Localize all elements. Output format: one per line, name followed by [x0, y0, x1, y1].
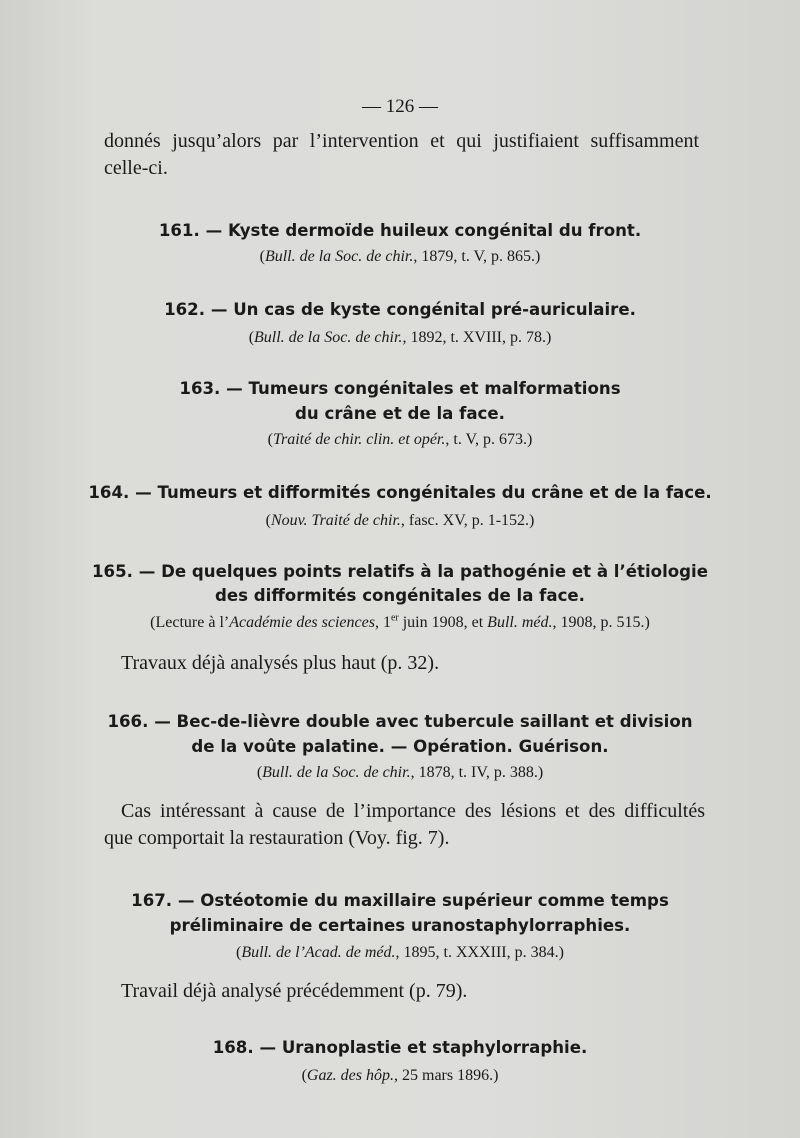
journal-title: Bull. de l’Acad. de méd. — [241, 944, 396, 961]
entry-number: 166. — [107, 712, 149, 731]
entry-164-title — [0, 481, 800, 504]
page-number: — 126 — — [362, 96, 438, 117]
entry-163-reference: (Traité de chir. clin. et opér., t. V, p. 673.) — [267, 431, 533, 448]
entry-number: 165. — [92, 562, 133, 581]
entry-number: 168. — [212, 1038, 254, 1057]
entry-title-line: — Un cas de kyste congénital pré-auriculaire. — [210, 300, 636, 319]
journal-title: Bull. de la Soc. de chir. — [262, 764, 411, 781]
entry-163-title — [0, 377, 800, 400]
intro-line-1: donnés jusqu’alors par l’intervention et qui justifiaient suffisamment — [104, 130, 699, 152]
entry-167-reference: (Bull. de l’Acad. de méd., 1895, t. XXXIII, p. 384.) — [236, 944, 564, 961]
entry-165-reference: (Lecture à l’Académie des sciences, 1er juin 1908, et Bull. méd., 1908, p. 515.) — [150, 612, 650, 631]
entry-161-title — [0, 219, 800, 242]
intro-line-2: celle-ci. — [104, 157, 168, 179]
entry-166-title — [0, 710, 800, 733]
journal-title: Bull. de la Soc. de chir. — [254, 329, 403, 346]
entry-165-title — [0, 560, 800, 583]
entry-166-reference: (Bull. de la Soc. de chir., 1878, t. IV, p. 388.) — [256, 764, 544, 781]
journal-title: Traité de chir. clin. et opér. — [272, 431, 446, 448]
entry-166-note-line-1: Cas intéressant à cause de l’importance des lésions et des difficultés — [121, 800, 705, 822]
entry-165-title-line-2: des difformités congénitales de la face. — [215, 586, 585, 605]
journal-title: Bull. de la Soc. de chir. — [264, 248, 414, 265]
journal-title: Nouv. Traité de chir. — [270, 512, 401, 529]
journal-title: Bull. méd. — [487, 614, 553, 631]
entry-162-reference: (Bull. de la Soc. de chir., 1892, t. XVIII, p. 78.) — [248, 329, 552, 346]
entry-163-title-line-2: du crâne et de la face. — [295, 404, 505, 423]
entry-number: 161. — [158, 221, 200, 240]
entry-168-title — [0, 1036, 800, 1059]
journal-title: Gaz. des hôp. — [306, 1067, 394, 1084]
entry-167-note: Travail déjà analysé précédemment (p. 79). — [121, 980, 468, 1002]
entry-167-title — [0, 889, 800, 912]
entry-161-reference: (Bull. de la Soc. de chir., 1879, t. V, p. 865.) — [259, 248, 541, 265]
entry-168-reference: (Gaz. des hôp., 25 mars 1896.) — [301, 1067, 499, 1084]
entry-166-note-line-2: que comportait la restauration (Voy. fig. 7). — [104, 827, 450, 849]
entry-title-line: — Bec-de-lièvre double avec tubercule saillant et division — [154, 712, 693, 731]
entry-167-title-line-2: préliminaire de certaines uranostaphylorraphies. — [169, 916, 631, 935]
entry-title-line: — Uranoplastie et staphylorraphie. — [259, 1038, 588, 1057]
entry-162-title — [0, 298, 800, 321]
institution-name: Académie des sciences — [229, 614, 375, 631]
entry-number: 163. — [179, 379, 221, 398]
entry-title-line: — Tumeurs congénitales et malformations — [226, 379, 621, 398]
entry-164-reference: (Nouv. Traité de chir., fasc. XV, p. 1-152.) — [265, 512, 535, 529]
entry-number: 164. — [88, 483, 130, 502]
entry-title-line: — Tumeurs et difformités congénitales du crâne et de la face. — [135, 483, 712, 502]
entry-166-title-line-2: de la voûte palatine. — Opération. Guérison. — [191, 737, 609, 756]
entry-title-line: — Ostéotomie du maxillaire supérieur comme temps — [177, 891, 669, 910]
entry-title-line: — De quelques points relatifs à la pathogénie et à l’étiologie — [138, 562, 708, 581]
entry-number: 167. — [131, 891, 173, 910]
entry-number: 162. — [164, 300, 206, 319]
entry-title-line: — Kyste dermoïde huileux congénital du front. — [205, 221, 642, 240]
entry-165-note: Travaux déjà analysés plus haut (p. 32). — [121, 652, 440, 674]
